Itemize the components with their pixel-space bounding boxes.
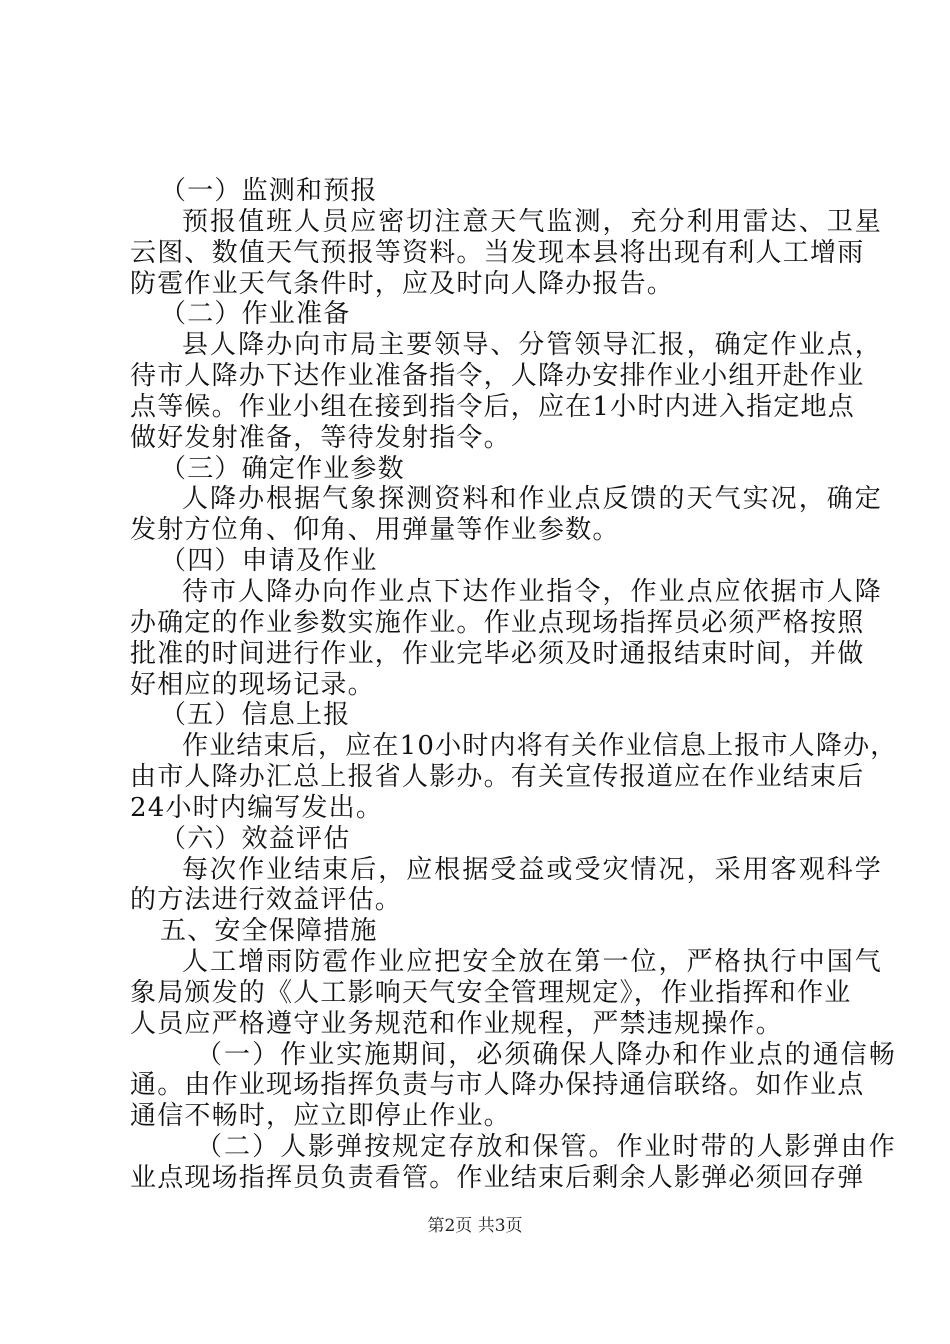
paragraph-line: 由市人降办汇总上报省人影办。有关宣传报道应在作业结束后: [130, 762, 865, 792]
paragraph-line: （一）作业实施期间，必须确保人降办和作业点的通信畅: [196, 1040, 896, 1070]
section-heading: （五）信息上报: [160, 700, 351, 730]
paragraph-line: 人工增雨防雹作业应把安全放在第一位，严格执行中国气: [182, 947, 882, 977]
section-heading: （一）监测和预报: [160, 176, 378, 206]
paragraph-line: 每次作业结束后，应根据受益或受灾情况，采用客观科学: [182, 855, 882, 885]
paragraph-line: 待市人降办向作业点下达作业指令，作业点应依据市人降: [182, 577, 882, 607]
paragraph-line: 点等候。作业小组在接到指令后，应在1小时内进入指定地点: [130, 392, 855, 422]
paragraph-line: 的方法进行效益评估。: [130, 885, 403, 915]
section-heading: （二）作业准备: [160, 299, 351, 329]
section-heading: 五、安全保障措施: [160, 916, 378, 946]
paragraph-line: 待市人降办下达作业准备指令，人降办安排作业小组开赴作业: [130, 361, 865, 391]
section-heading: （四）申请及作业: [160, 546, 378, 576]
paragraph-line: 云图、数值天气预报等资料。当发现本县将出现有利人工增雨: [130, 238, 865, 268]
paragraph-line: 办确定的作业参数实施作业。作业点现场指挥员必须严格按照: [130, 608, 865, 638]
section-heading: （三）确定作业参数: [160, 454, 405, 484]
paragraph-line: 防雹作业天气条件时，应及时向人降办报告。: [130, 269, 675, 299]
paragraph-line: 做好发射准备，等待发射指令。: [130, 423, 511, 453]
paragraph-line: 预报值班人员应密切注意天气监测，充分利用雷达、卫星: [182, 207, 882, 237]
paragraph-line: 批准的时间进行作业，作业完毕必须及时通报结束时间，并做: [130, 639, 865, 669]
paragraph-line: 人员应严格遵守业务规范和作业规程，严禁违规操作。: [130, 1009, 783, 1039]
page-number: 第2页 共3页: [427, 1216, 523, 1236]
paragraph-line: 通。由作业现场指挥负责与市人降办保持通信联络。如作业点: [130, 1070, 865, 1100]
section-heading: （六）效益评估: [160, 824, 351, 854]
paragraph-line: 发射方位角、仰角、用弹量等作业参数。: [130, 515, 620, 545]
paragraph-line: 24小时内编写发出。: [130, 793, 384, 823]
paragraph-line: 好相应的现场记录。: [130, 670, 375, 700]
paragraph-line: （二）人影弹按规定存放和保管。作业时带的人影弹由作: [196, 1132, 896, 1162]
paragraph-line: 业点现场指挥员负责看管。作业结束后剩余人影弹必须回存弹: [130, 1163, 865, 1193]
paragraph-line: 通信不畅时，应立即停止作业。: [130, 1101, 511, 1131]
paragraph-line: 作业结束后，应在10小时内将有关作业信息上报市人降办，: [182, 731, 898, 761]
paragraph-line: 县人降办向市局主要领导、分管领导汇报，确定作业点，: [182, 330, 882, 360]
paragraph-line: 象局颁发的《人工影响天气安全管理规定》，作业指挥和作业: [130, 978, 852, 1008]
paragraph-line: 人降办根据气象探测资料和作业点反馈的天气实况，确定: [182, 484, 882, 514]
